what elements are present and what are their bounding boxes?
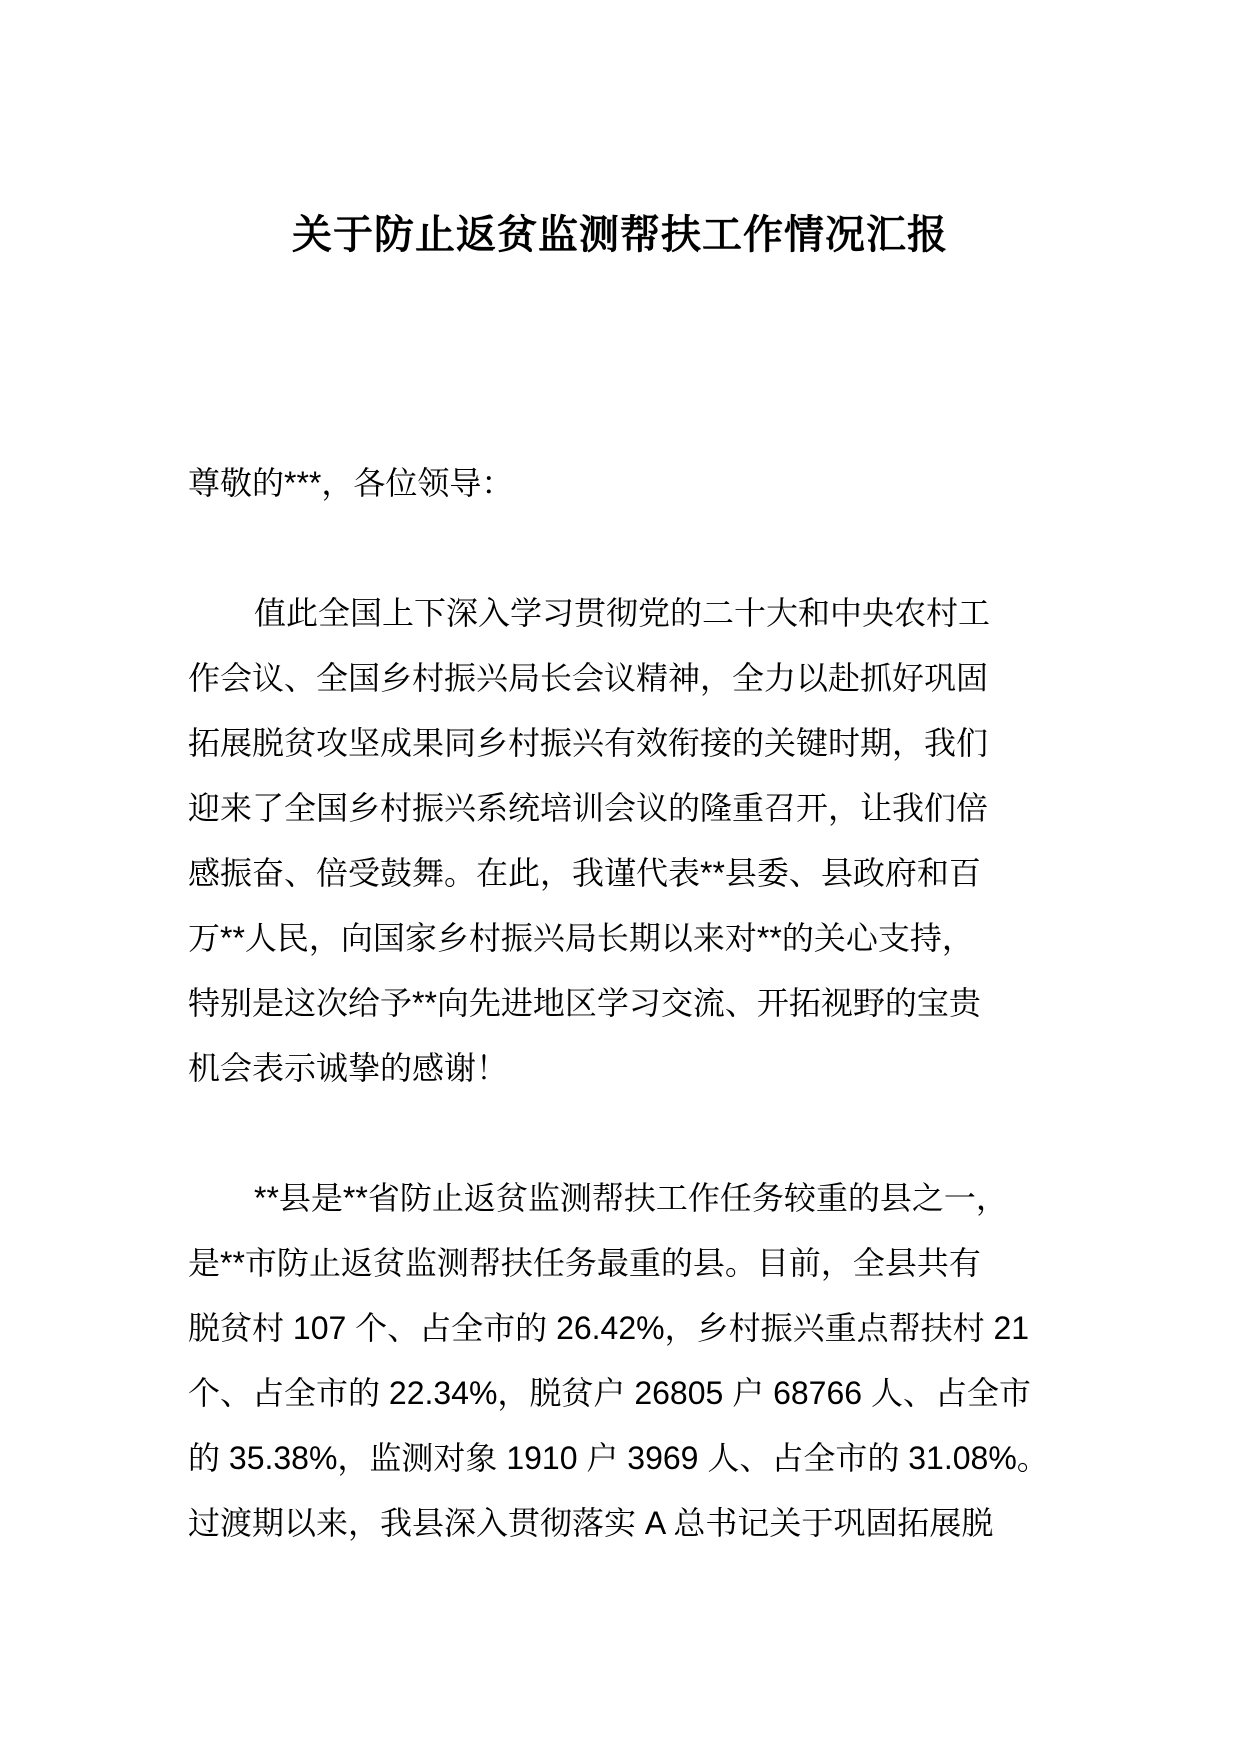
paragraph-gap bbox=[188, 516, 1068, 581]
paragraph-1 bbox=[188, 581, 1068, 1101]
paragraph-line: 机会表示诚挚的感谢！ bbox=[188, 1050, 509, 1086]
paragraph-2 bbox=[188, 1166, 1068, 1556]
paragraph-line: 特别是这次给予**向先进地区学习交流、开拓视野的宝贵 bbox=[188, 985, 981, 1021]
paragraph-line: 过渡期以来，我县深入贯彻落实 A 总书记关于巩固拓展脱 bbox=[188, 1505, 994, 1541]
paragraph-gap bbox=[188, 1101, 1068, 1166]
salutation: 尊敬的***，各位领导： bbox=[188, 465, 514, 501]
paragraph-line: 是**市防止返贫监测帮扶任务最重的县。目前，全县共有 bbox=[188, 1245, 981, 1281]
paragraph-line: 个、占全市的 22.34%，脱贫户 26805 户 68766 人、占全市 bbox=[188, 1375, 1031, 1411]
document-body bbox=[188, 451, 1068, 1556]
paragraph-line: 迎来了全国乡村振兴系统培训会议的隆重召开，让我们倍 bbox=[188, 790, 989, 826]
paragraph-line: **县是**省防止返贫监测帮扶工作任务较重的县之一， bbox=[254, 1180, 1008, 1216]
paragraph-line: 的 35.38%，监测对象 1910 户 3969 人、占全市的 31.08%。 bbox=[188, 1440, 1049, 1476]
paragraph-line: 感振奋、倍受鼓舞。在此，我谨代表**县委、县政府和百 bbox=[188, 855, 981, 891]
paragraph-line: 作会议、全国乡村振兴局长会议精神，全力以赴抓好巩固 bbox=[188, 660, 989, 696]
paragraph-line: 万**人民，向国家乡村振兴局长期以来对**的关心支持， bbox=[188, 920, 974, 956]
paragraph-line: 脱贫村 107 个、占全市的 26.42%，乡村振兴重点帮扶村 21 bbox=[188, 1310, 1030, 1346]
document-title: 关于防止返贫监测帮扶工作情况汇报 bbox=[292, 213, 948, 257]
paragraph-line: 拓展脱贫攻坚成果同乡村振兴有效衔接的关键时期，我们 bbox=[188, 725, 989, 761]
paragraph-line: 值此全国上下深入学习贯彻党的二十大和中央农村工 bbox=[254, 595, 991, 631]
